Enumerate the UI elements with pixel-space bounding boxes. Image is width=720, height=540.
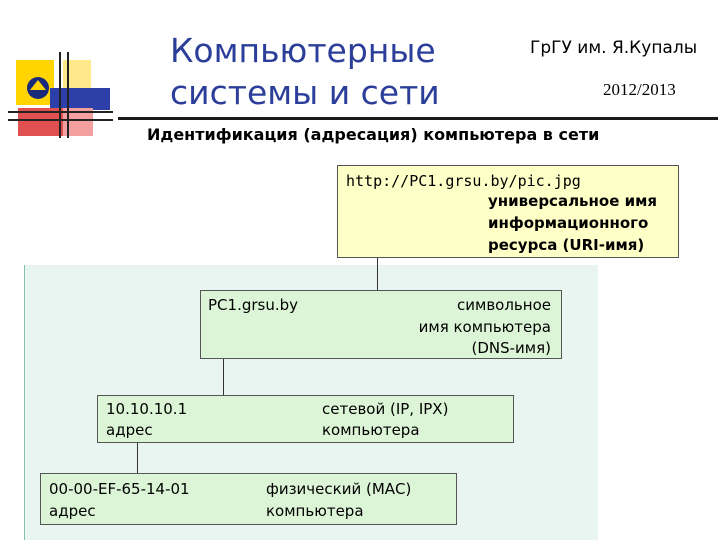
university-logo xyxy=(8,50,113,140)
uri-box xyxy=(337,165,679,258)
title-line-1: Компьютерные xyxy=(170,31,436,70)
mac-desc-line-2: компьютера xyxy=(266,502,364,520)
slide-subtitle: Идентификация (адресация) компьютера в сети xyxy=(147,125,600,144)
title-line-2: системы и сети xyxy=(170,73,440,112)
uri-desc-line-1: универсальное имя xyxy=(488,192,658,210)
mac-desc-line-1: физический (МАС) xyxy=(266,480,412,498)
ip-address: 10.10.10.1 xyxy=(106,400,188,418)
mac-address-label: адрес xyxy=(49,502,96,520)
ip-desc-line-2: компьютера xyxy=(322,421,420,439)
academic-year: 2012/2013 xyxy=(603,80,676,99)
dns-box xyxy=(200,290,562,359)
connector-dns-ip xyxy=(223,359,224,395)
ip-desc-line-1: сетевой (IP, IPX) xyxy=(322,400,449,418)
uri-desc-line-2: информационного xyxy=(488,214,649,232)
mac-box xyxy=(40,473,457,525)
connector-ip-mac xyxy=(137,443,138,473)
dns-desc-line-2: имя компьютера xyxy=(418,318,551,336)
page-title xyxy=(170,30,490,114)
header-divider xyxy=(118,117,718,120)
mac-address: 00-00-EF-65-14-01 xyxy=(49,480,190,498)
dns-name: PC1.grsu.by xyxy=(208,296,299,314)
uri-url: http://PC1.grsu.by/pic.jpg xyxy=(346,172,581,190)
dns-desc-line-1: символьное xyxy=(457,296,551,314)
connector-uri-dns xyxy=(377,258,378,294)
uri-desc-line-3: ресурса (URI-имя) xyxy=(488,236,645,254)
ip-box xyxy=(97,395,514,443)
ip-address-label: адрес xyxy=(106,421,153,439)
university-name: ГрГУ им. Я.Купалы xyxy=(530,38,698,58)
dns-desc-line-3: (DNS-имя) xyxy=(471,339,551,357)
